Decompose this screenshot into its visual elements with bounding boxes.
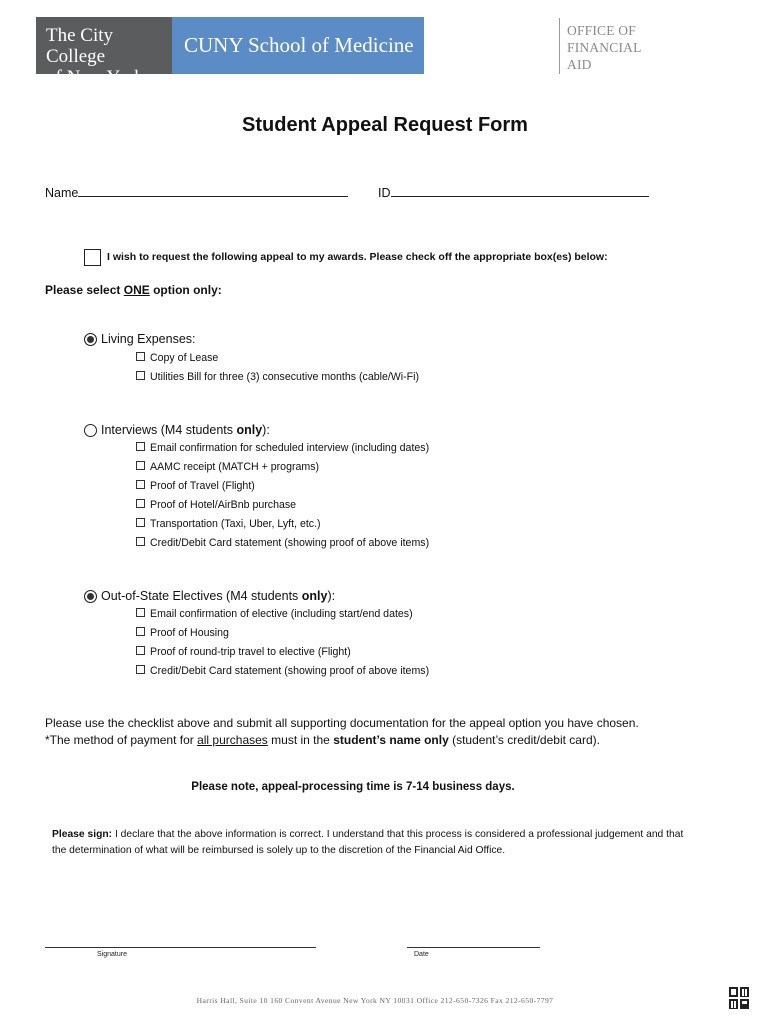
select-one-instruction xyxy=(45,283,222,297)
item-label: Utilities Bill for three (3) consecutive months (cable/Wi-Fi) xyxy=(150,371,420,383)
checkbox-icon[interactable] xyxy=(136,461,145,470)
item-label: Credit/Debit Card statement (showing proof of above items) xyxy=(150,537,430,549)
item-label: Copy of Lease xyxy=(150,352,219,364)
checkbox-icon[interactable] xyxy=(136,352,145,361)
checklist-item[interactable] xyxy=(136,461,319,473)
select-suffix: option only: xyxy=(149,283,222,297)
office-line2: FINANCIAL xyxy=(567,40,642,55)
cuny-mark-icon xyxy=(728,986,750,1010)
item-label: Proof of Travel (Flight) xyxy=(150,480,255,492)
checkbox-icon[interactable] xyxy=(136,499,145,508)
instructions-line2 xyxy=(45,733,600,747)
ccny-logo xyxy=(36,17,172,88)
appeal-checkbox[interactable] xyxy=(84,249,101,266)
signature-line[interactable] xyxy=(45,947,316,948)
electives-title xyxy=(101,589,335,603)
footer-address: Harris Hall, Suite 10 160 Convent Avenue New York NY 10031 Office 212-650-7326 Fax 212-650-7797 xyxy=(196,996,554,1005)
option-title-end: ): xyxy=(327,589,336,603)
office-line1: OFFICE OF xyxy=(567,23,636,38)
checklist-item[interactable] xyxy=(136,499,296,511)
instr-part: must in the xyxy=(267,733,334,747)
checkbox-icon[interactable] xyxy=(136,442,145,451)
checklist-item[interactable] xyxy=(136,627,229,639)
logo-left-line2: of New York xyxy=(46,67,144,88)
checklist-item[interactable] xyxy=(136,442,429,454)
option-title: Interviews (M4 students xyxy=(101,423,237,437)
interviews-title xyxy=(101,423,270,437)
item-label: Email confirmation of elective (including start/end dates) xyxy=(150,608,413,620)
sign-label: Please sign: xyxy=(52,829,113,840)
date-label: Date xyxy=(414,951,429,958)
id-line[interactable] xyxy=(391,186,649,197)
checkbox-icon[interactable] xyxy=(136,627,145,636)
checklist-item[interactable] xyxy=(136,608,413,620)
checkbox-icon[interactable] xyxy=(136,480,145,489)
name-label: Name xyxy=(45,186,79,200)
living-expenses-title xyxy=(101,332,196,346)
option-title-bold: only xyxy=(236,423,263,437)
id-field[interactable] xyxy=(378,186,649,200)
select-emph: ONE xyxy=(123,283,150,297)
date-line[interactable] xyxy=(407,947,540,948)
item-label: Proof of Housing xyxy=(150,627,229,639)
select-prefix: Please select xyxy=(45,283,124,297)
logo-left-line1: The City College xyxy=(46,25,114,67)
out-of-state-electives-radio[interactable] xyxy=(84,590,97,603)
item-label: Credit/Debit Card statement (showing proof of above items) xyxy=(150,665,430,677)
processing-time-note: Please note, appeal-processing time is 7-14 business days. xyxy=(191,781,515,793)
checkbox-icon[interactable] xyxy=(136,608,145,617)
cuny-som-logo xyxy=(172,17,424,74)
option-title: Living Expenses: xyxy=(101,332,196,346)
checklist-item[interactable] xyxy=(136,371,419,383)
id-label: ID xyxy=(378,186,391,200)
sign-text: I declare that the above information is correct. I understand that this process is considered a professional judgement and that the determination of what will be reimbursed is solely up to the discretion of the Financial Aid Office. xyxy=(52,829,684,856)
appeal-request-text: I wish to request the following appeal to my awards. Please check off the appropriate box(es) below: xyxy=(107,251,608,263)
signature-label: Signature xyxy=(97,951,127,958)
option-title-end: ): xyxy=(262,423,270,437)
instr-bold: student’s name only xyxy=(333,733,449,747)
checklist-item[interactable] xyxy=(136,665,429,677)
checklist-item[interactable] xyxy=(136,646,351,658)
option-title-bold: only xyxy=(301,589,328,603)
instr-part: *The method of payment for xyxy=(45,733,198,747)
checklist-item[interactable] xyxy=(136,518,321,530)
name-field[interactable] xyxy=(45,186,348,200)
instructions-line1: Please use the checklist above and submit all supporting documentation for the appeal option you have chosen. xyxy=(45,716,639,730)
checklist-item[interactable] xyxy=(136,537,429,549)
item-label: Proof of round-trip travel to elective (Flight) xyxy=(150,646,351,658)
office-line3: AID xyxy=(567,57,592,72)
checkbox-icon[interactable] xyxy=(136,665,145,674)
item-label: Transportation (Taxi, Uber, Lyft, etc.) xyxy=(150,518,321,530)
instr-part: (student’s credit/debit card). xyxy=(448,733,600,747)
office-divider xyxy=(559,18,560,74)
instr-underlined: all purchases xyxy=(197,733,268,747)
checkbox-icon[interactable] xyxy=(136,518,145,527)
item-label: Proof of Hotel/AirBnb purchase xyxy=(150,499,297,511)
checklist-item[interactable] xyxy=(136,480,255,492)
checkbox-icon[interactable] xyxy=(136,646,145,655)
logo-right-text: CUNY School of Medicine xyxy=(184,33,414,57)
sign-declaration xyxy=(52,827,692,859)
checkbox-icon[interactable] xyxy=(136,537,145,546)
checklist-item[interactable] xyxy=(136,352,218,364)
interviews-radio[interactable] xyxy=(84,424,97,437)
option-title: Out-of-State Electives (M4 students xyxy=(101,589,302,603)
item-label: AAMC receipt (MATCH + programs) xyxy=(150,461,320,473)
checkbox-icon[interactable] xyxy=(136,371,145,380)
page-title: Student Appeal Request Form xyxy=(242,114,528,136)
item-label: Email confirmation for scheduled interview (including dates) xyxy=(150,442,430,454)
name-line[interactable] xyxy=(78,186,348,197)
living-expenses-radio[interactable] xyxy=(84,333,97,346)
office-label xyxy=(567,22,642,73)
